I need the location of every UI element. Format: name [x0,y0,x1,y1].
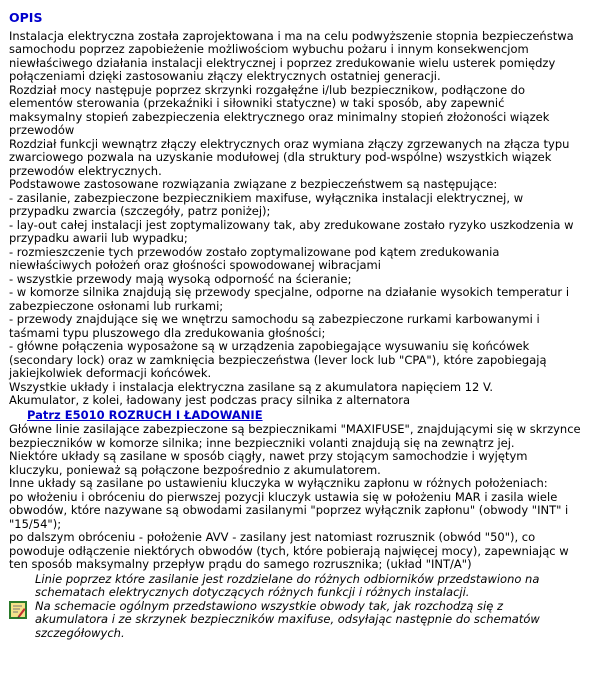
note-block [9,573,581,641]
list-item: - przewody znajdujące się we wnętrzu samochodu są zabezpieczone rurkami karbowanymi i taśmami typu pluszowego dla zredukowania głośności; [9,312,540,340]
intro-paragraph-4: Podstawowe zastosowane rozwiązania związane z bezpieczeństwem są następujące: [9,177,498,191]
list-item: - rozmieszczenie tych przewodów zostało zoptymalizowane pod kątem zredukowania niewłaściwych położeń oraz głośności spowodowanej wibracjami [9,244,500,272]
list-item: - w komorze silnika znajdują się przewody specjalne, odporne na działanie wysokich temperatur i zabezpieczone osłonami lub rurkami; [9,285,570,313]
list-item: - lay-out całej instalacji jest zoptymalizowany tak, aby zredukowane zostało ryzyko uszkodzenia w przypadku awarii lub wypadku; [9,217,574,245]
list-item: - wszystkie przewody mają wysoką odporność na ścieranie; [9,271,352,286]
section2-paragraph-2: Niektóre układy są zasilane w sposób ciągły, nawet przy stojącym samochodzie i wyjętym kluczyku, ponieważ są połączone bezpośrednio z akumulatorem. [9,449,528,477]
note-paragraph-1: Linie poprzez które zasilanie jest rozdzielane do różnych odbiorników przedstawiono na schematach elektrycznych dotyczących różnych funkcji i różnych instalacji. [35,571,540,599]
note-paragraph-2: Na schemacie ogólnym przedstawiono wszystkie obwody tak, jak rozchodzą się z akumulatora i ze skrzynek bezpieczników maxifuse, odsyłając następnie do schematów szczegółowych. [35,598,540,640]
section2-paragraph-3: Inne układy są zasilane po ustawieniu kluczyka w wyłączniku zapłonu w różnych położeniach: [9,476,548,490]
list-item: - główne połączenia wyposażone są w urządzenia zapobiegające wysuwaniu się końcówek (secondary lock) oraz w zamknięcia bezpieczeństwa (lever lock lub "CPA"), które zapobiegają jakiejkolwiek deformacji końcówek. [9,339,547,380]
closing-paragraph-1: Wszystkie układy i instalacja elektryczna zasilane są z akumulatora napięciem 12 V. [9,379,494,394]
closing-paragraph-2: Akumulator, z kolei, ładowany jest podczas pracy silnika z alternatora [9,393,411,407]
list-item: - zasilanie, zabezpieczone bezpiecznikiem maxifuse, wyłącznika instalacji elektrycznej, w przypadku zwarcia (szczegóły, patrz poniżej); [9,190,524,218]
link-e5010[interactable]: Patrz E5010 ROZRUCH I ŁADOWANIE [27,407,263,422]
intro-paragraph-1: Instalacja elektryczna została zaprojektowana i ma na celu podwyższenie stopnia bezpieczeństwa samochodu poprzez zapobieżenie możliwościom wybuchu pożaru i innym konsekwencjom niewłaściwego działania instalacji elektrycznej i poprzez zredukowanie wielu usterek pomiędzy połączeniami dzięki zastosowaniu złączy elektrycznych ostatniej generacji. [9,28,574,83]
intro-paragraph-2: Rozdział mocy następuje poprzez skrzynki rozgałęźne i/lub bezpiecznikow, podłączone do elementów sterowania (przekaźniki i siłowniki statyczne) w taki sposób, aby zapewnić maksymalny stopień zabezpieczenia elektrycznego oraz minimalny stopień złożoności wiązek przewodów [9,82,550,137]
ignition-position-avv: po dalszym obróceniu - położenie AVV - zasilany jest natomiast rozrusznik (obwód "50"), co powoduje odłączenie niektórych obwodów (tych, które pobierają najwięcej mocy), zapewniając w ten sposób maksymalny przepływ prądu do samego rozrusznika; (układ "INT/A") [9,530,569,571]
section2-paragraph-1: Główne linie zasilające zabezpieczone są bezpiecznikami "MAXIFUSE", znajdującymi się w skrzynce bezpieczników w komorze silnika; inne bezpieczniki volanti znajdują się na zewnątrz jej. [9,422,581,450]
ignition-position-mar: po włożeniu i obróceniu do pierwszej pozycji kluczyk ustawia się w położeniu MAR i zasila wiele obwodów, które nazywane są obwodami zasilanymi "poprzez wyłącznik zapłonu" (obwody "INT" i "15/54"); [9,489,569,531]
document-pencil-icon [9,601,27,619]
safety-list [9,192,581,381]
page-title: OPIS [9,10,43,25]
intro-paragraph-3: Rozdział funkcji wewnątrz złączy elektrycznych oraz wymiana złączy zgrzewanych na złącza typu zwarciowego pozwala na uzyskanie modułowej (dla struktury pod-wspólne) wszystkich wiązek przewodów elektrycznych. [9,136,570,178]
